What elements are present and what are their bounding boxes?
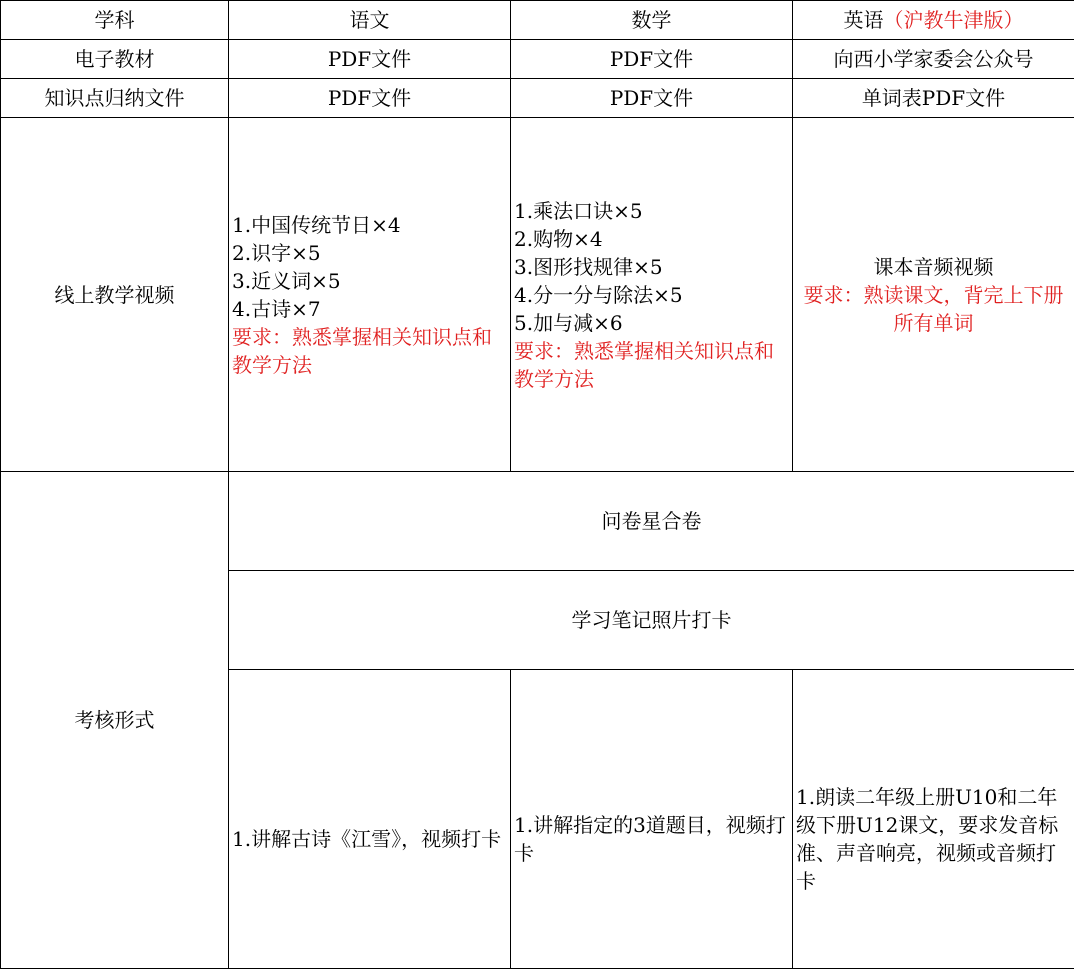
ebook-english-cell xyxy=(793,40,1074,79)
ebook-math: PDF文件 xyxy=(609,47,694,71)
video-chinese-requirement: 要求：熟悉掌握相关知识点和教学方法 xyxy=(232,324,492,377)
assess-english-cell xyxy=(793,670,1074,969)
assess-chinese: 1.讲解古诗《江雪》，视频打卡 xyxy=(232,827,502,851)
assess-chinese-cell xyxy=(229,670,511,969)
knowledge-english: 单词表PDF文件 xyxy=(861,86,1006,110)
video-english-title: 课本音频视频 xyxy=(873,254,994,279)
ebook-math-cell xyxy=(511,40,793,79)
ebook-label-cell xyxy=(1,40,229,79)
knowledge-chinese-cell xyxy=(229,79,511,118)
header-chinese-cell xyxy=(229,1,511,40)
header-math: 数学 xyxy=(631,8,672,32)
assess-math: 1.讲解指定的3道题目，视频打卡 xyxy=(514,813,786,865)
header-english-edition: （沪教牛津版） xyxy=(883,8,1024,32)
list-item: 2.识字×5 xyxy=(232,240,321,265)
header-math-cell xyxy=(511,1,793,40)
header-label: 学科 xyxy=(94,8,135,32)
header-english-cell xyxy=(793,1,1074,40)
header-row xyxy=(1,1,1074,40)
list-item: 4.分一分与除法×5 xyxy=(514,282,683,307)
list-item: 2.购物×4 xyxy=(514,226,603,251)
knowledge-chinese: PDF文件 xyxy=(327,86,412,110)
ebook-english: 向西小学家委会公众号 xyxy=(833,47,1034,71)
ebook-chinese-cell xyxy=(229,40,511,79)
video-math-requirement: 要求：熟悉掌握相关知识点和教学方法 xyxy=(514,338,774,391)
ebook-row xyxy=(1,40,1074,79)
video-chinese-cell xyxy=(229,118,511,472)
knowledge-math-cell xyxy=(511,79,793,118)
video-label-cell xyxy=(1,118,229,472)
list-item: 1.乘法口诀×5 xyxy=(514,198,643,223)
assess-english: 1.朗读二年级上册U10和二年级下册U12课文，要求发音标准、声音响亮，视频或音频打卡 xyxy=(796,785,1059,893)
list-item: 1.中国传统节日×4 xyxy=(232,212,401,237)
assess-survey: 问卷星合卷 xyxy=(601,509,702,533)
assess-notes-cell xyxy=(229,571,1074,670)
assess-notes: 学习笔记照片打卡 xyxy=(571,608,732,632)
knowledge-row xyxy=(1,79,1074,118)
assess-label: 考核形式 xyxy=(74,708,155,732)
list-item: 4.古诗×7 xyxy=(232,296,321,321)
assess-survey-cell xyxy=(229,472,1074,571)
header-label-cell xyxy=(1,1,229,40)
header-english: 英语 xyxy=(843,8,884,32)
list-item: 5.加与减×6 xyxy=(514,310,623,335)
header-chinese: 语文 xyxy=(349,8,390,32)
list-item: 3.图形找规律×5 xyxy=(514,254,663,279)
video-label: 线上教学视频 xyxy=(54,282,175,307)
ebook-chinese: PDF文件 xyxy=(327,47,412,71)
ebook-label: 电子教材 xyxy=(74,47,155,71)
video-english-cell xyxy=(793,118,1074,472)
knowledge-math: PDF文件 xyxy=(609,86,694,110)
video-row xyxy=(1,118,1074,472)
assess-math-cell xyxy=(511,670,793,969)
video-math-cell xyxy=(511,118,793,472)
assess-label-cell xyxy=(1,472,229,969)
knowledge-label: 知识点归纳文件 xyxy=(44,86,185,110)
assess-row-1 xyxy=(1,472,1074,571)
knowledge-english-cell xyxy=(793,79,1074,118)
video-english-requirement: 要求：熟读课文，背完上下册所有单词 xyxy=(803,282,1064,335)
list-item: 3.近义词×5 xyxy=(232,268,341,293)
knowledge-label-cell xyxy=(1,79,229,118)
